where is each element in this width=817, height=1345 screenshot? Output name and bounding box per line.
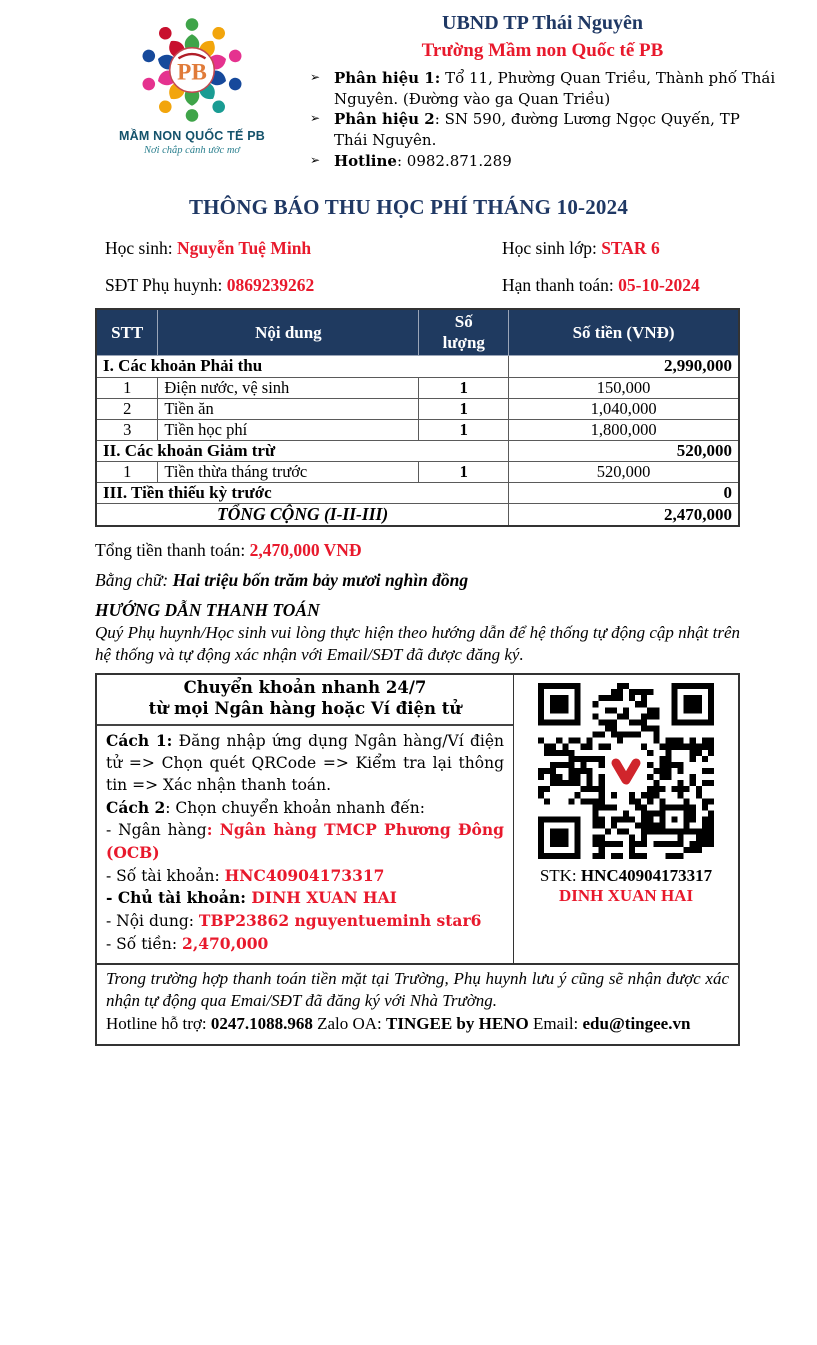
method-1-label: Cách 1: [106,731,173,751]
section-row-1 [96,356,739,377]
method-1-text: Đăng nhập ứng dụng Ngân hàng/Ví điện tử => Chọn quét QRCode => Kiểm tra lại thông tin => Xác nhận thanh toán. [106,732,504,794]
branch-1-label: Phân hiệu 1: [334,69,441,87]
org-name: UBND TP Thái Nguyên [442,12,643,34]
branch-list [308,68,777,171]
item-name: Tiền học phí [158,419,419,440]
amount-in-words-label: Bằng chữ: [95,570,173,591]
hotline-label: Hotline [334,151,397,170]
zalo-value: TINGEE by HENO [386,1013,529,1033]
col-header-so-tien: Số tiền (VNĐ) [509,309,739,355]
footer-note [97,963,738,1044]
qr-stk-line [514,866,738,886]
item-stt: 2 [96,398,158,419]
support-email-label: Email: [528,1013,583,1033]
student-info [105,238,750,296]
qr-code [538,683,714,859]
support-line [106,1013,729,1035]
item-name: Điện nước, vệ sinh [158,377,419,398]
bank-label: - Ngân hàng [106,821,207,840]
cash-payment-note: Trong trường hợp thanh toán tiền mặt tại Trường, Phụ huynh lưu ý cũng sẽ nhận được xác nhận tự động qua Emai/SĐT đã đăng ký với Nhà Trường. [106,969,729,1011]
svg-text:PB: PB [177,59,207,86]
col-header-so-luong: Số lượng [419,309,509,355]
section-2-amount: 520,000 [509,440,739,461]
branch-item-2 [308,109,777,150]
item-amount: 520,000 [509,462,739,483]
col-header-noi-dung: Nội dung [158,309,419,355]
method-2-text: : Chọn chuyển khoản nhanh đến: [165,798,425,817]
amount-label: - Số tiền: [106,934,183,953]
payment-box [95,673,740,1046]
letterhead [0,0,817,171]
account-holder-label: - Chủ tài khoản: [106,888,252,908]
bank-value: : Ngân hàng TMCP Phương Đông (OCB) [106,820,504,862]
total-payment-label: Tổng tiền thanh toán: [95,540,250,561]
logo-slogan: Nơi chắp cánh ước mơ [143,145,241,156]
table-row [96,419,739,440]
section-3-amount: 0 [509,483,739,504]
student-class-row [502,238,717,259]
item-qty: 1 [419,462,509,483]
table-row [96,377,739,398]
qr-panel [514,675,738,963]
amount-in-words-value: Hai triệu bốn trăm bảy mươi nghìn đồng [172,570,469,591]
student-class-label: Học sinh lớp: [502,238,602,259]
item-stt: 3 [96,419,158,440]
student-class-value: STAR 6 [601,238,660,259]
item-name: Tiền thừa tháng trước [158,462,419,483]
item-stt: 1 [96,462,158,483]
branch-2-label: Phân hiệu 2 [334,110,435,129]
arrow-bullet-icon: ➢ [310,70,321,84]
fee-table [95,308,740,527]
student-name-value: Nguyễn Tuệ Minh [176,238,312,259]
hotline-item [308,151,777,172]
hotline-number: : 0982.871.289 [396,151,512,170]
due-date-row [502,275,717,296]
arrow-bullet-icon: ➢ [310,111,321,126]
branch-item-1 [308,68,777,109]
amount-value: 2,470,000 [182,933,269,953]
item-qty: 1 [419,377,509,398]
arrow-bullet-icon: ➢ [310,152,321,167]
logo-graphic [119,12,265,128]
item-stt: 1 [96,377,158,398]
summary-section [95,540,740,665]
student-name-label: Học sinh: [105,238,177,259]
payment-guide-title: HƯỚNG DẪN THANH TOÁN [95,600,320,621]
support-hotline-value: 0247.1088.968 [210,1013,313,1033]
transfer-header [97,675,514,726]
section-1-amount: 2,990,000 [509,356,739,377]
account-number-label: - Số tài khoản: [106,866,225,885]
section-3-label: III. Tiền thiếu kỳ trước [96,483,509,504]
due-date-label: Hạn thanh toán: [502,275,619,296]
transfer-instructions [97,726,514,963]
student-name-row [105,238,502,259]
parent-phone-value: 0869239262 [226,275,315,296]
account-holder-value: DINH XUAN HAI [251,888,397,908]
memo-label: - Nội dung: [106,911,199,930]
letterhead-text [308,12,777,171]
transfer-header-line2: từ mọi Ngân hàng hoặc Ví điện tử [148,698,462,718]
table-row [96,462,739,483]
section-1-label: I. Các khoản Phải thu [96,356,509,377]
item-amount: 150,000 [509,377,739,398]
grand-total-amount: 2,470,000 [509,504,739,527]
memo-value: TBP23862 nguyentueminh star6 [198,910,482,930]
col-header-stt: STT [96,309,158,355]
table-row [96,398,739,419]
section-row-3 [96,483,739,504]
total-payment-line [95,540,740,561]
school-logo [106,12,278,171]
total-payment-value: 2,470,000 VNĐ [249,540,362,561]
method-2-label: Cách 2 [106,797,166,817]
qr-stk-value: HNC40904173317 [580,866,713,886]
item-name: Tiền ăn [158,398,419,419]
item-qty: 1 [419,398,509,419]
due-date-value: 05-10-2024 [618,275,700,296]
branch-1-text: Tổ 11, Phường Quan Triều, Thành phố Thái Nguyên. (Đường vào ga Quan Triều) [334,69,776,108]
section-2-label: II. Các khoản Giảm trừ [96,440,509,461]
branch-2-text: : SN 590, đường Lương Ngọc Quyến, TP Thái Nguyên. [334,110,740,150]
payment-guide-text: Quý Phụ huynh/Học sinh vui lòng thực hiện theo hướng dẫn để hệ thống tự động cập nhật trên hệ thống và tự động xác nhận với Email/SĐT đã được đăng ký. [95,623,741,664]
parent-phone-label: SĐT Phụ huynh: [105,275,227,296]
qr-stk-label: STK: [539,866,581,886]
grand-total-row [96,504,739,527]
page-title: THÔNG BÁO THU HỌC PHÍ THÁNG 10-2024 [188,195,629,220]
item-amount: 1,800,000 [509,419,739,440]
parent-phone-row [105,275,502,296]
logo-school-name: MẦM NON QUỐC TẾ PB [119,129,265,143]
school-name: Trường Mầm non Quốc tế PB [421,40,664,61]
grand-total-label: TỔNG CỘNG (I-II-III) [96,504,509,527]
amount-in-words-line [95,570,740,591]
section-row-2 [96,440,739,461]
support-email-value: edu@tingee.vn [582,1013,691,1033]
fee-table-header-row [96,309,739,355]
qr-holder-name: DINH XUAN HAI [558,886,694,906]
item-qty: 1 [419,419,509,440]
zalo-label: Zalo OA: [312,1013,387,1033]
account-number-value: HNC40904173317 [224,865,385,885]
transfer-header-line1: Chuyển khoản nhanh 24/7 [183,678,427,698]
support-hotline-label: Hotline hỗ trợ: [106,1013,211,1033]
item-amount: 1,040,000 [509,398,739,419]
